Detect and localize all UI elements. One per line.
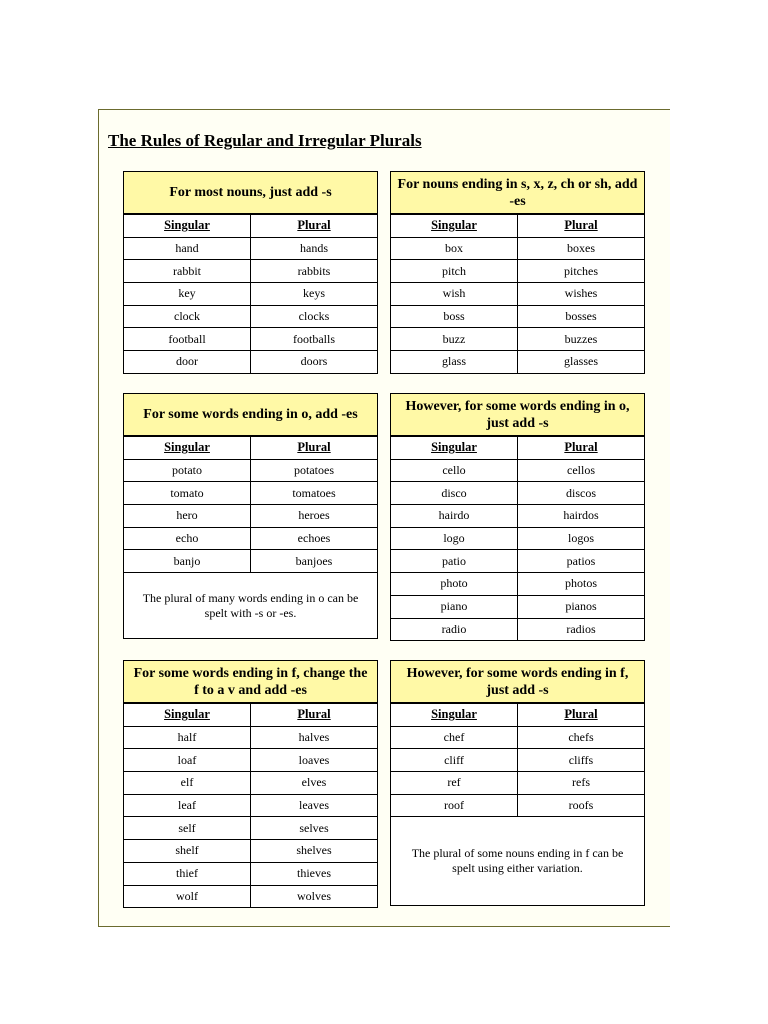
table-row	[391, 618, 645, 641]
singular-cell: thief	[124, 862, 251, 885]
rule-heading: For some words ending in o, add -es	[123, 393, 378, 436]
table-row	[124, 505, 378, 528]
plural-cell: discos	[518, 482, 645, 505]
table-row	[124, 459, 378, 482]
plural-cell: hands	[251, 237, 378, 260]
table-row	[391, 459, 645, 482]
plural-column-header: Plural	[518, 215, 645, 238]
plural-cell: doors	[251, 351, 378, 374]
rule-box-add-es	[390, 171, 645, 374]
table-row	[124, 862, 378, 885]
plural-cell: hairdos	[518, 505, 645, 528]
rule-box-f-add-s	[390, 660, 645, 906]
singular-column-header: Singular	[124, 437, 251, 460]
singular-column-header: Singular	[391, 704, 518, 727]
rule-box-o-add-s	[390, 393, 645, 641]
table-row	[391, 726, 645, 749]
singular-cell: shelf	[124, 840, 251, 863]
table-row	[391, 237, 645, 260]
table-header-row	[124, 215, 378, 238]
plural-cell: footballs	[251, 328, 378, 351]
table-row	[124, 237, 378, 260]
singular-column-header: Singular	[124, 704, 251, 727]
singular-cell: buzz	[391, 328, 518, 351]
table-header-row	[391, 215, 645, 238]
singular-cell: disco	[391, 482, 518, 505]
rule-heading: For some words ending in f, change the f to a v and add -es	[123, 660, 378, 703]
singular-cell: cello	[391, 459, 518, 482]
plural-cell: buzzes	[518, 328, 645, 351]
table-row	[124, 550, 378, 573]
singular-cell: elf	[124, 772, 251, 795]
plurals-table	[123, 214, 378, 374]
table-row	[391, 482, 645, 505]
singular-cell: wish	[391, 283, 518, 306]
singular-cell: key	[124, 283, 251, 306]
table-row	[391, 749, 645, 772]
table-row	[124, 351, 378, 374]
table-row	[124, 305, 378, 328]
singular-cell: clock	[124, 305, 251, 328]
table-row	[124, 283, 378, 306]
table-row	[391, 328, 645, 351]
rule-note: The plural of many words ending in o can be spelt with -s or -es.	[123, 573, 378, 639]
singular-cell: door	[124, 351, 251, 374]
plural-cell: logos	[518, 527, 645, 550]
plural-column-header: Plural	[251, 704, 378, 727]
plural-cell: refs	[518, 772, 645, 795]
plural-cell: leaves	[251, 794, 378, 817]
table-row	[124, 328, 378, 351]
singular-cell: football	[124, 328, 251, 351]
table-row	[391, 595, 645, 618]
plural-cell: shelves	[251, 840, 378, 863]
table-row	[124, 482, 378, 505]
singular-cell: hand	[124, 237, 251, 260]
plural-cell: thieves	[251, 862, 378, 885]
plural-cell: bosses	[518, 305, 645, 328]
singular-cell: box	[391, 237, 518, 260]
table-row	[391, 283, 645, 306]
rule-box-o-add-es	[123, 393, 378, 639]
table-row	[124, 885, 378, 908]
plural-cell: banjoes	[251, 550, 378, 573]
singular-cell: boss	[391, 305, 518, 328]
table-row	[124, 772, 378, 795]
plurals-table	[123, 703, 378, 908]
singular-cell: logo	[391, 527, 518, 550]
singular-column-header: Singular	[391, 437, 518, 460]
plural-cell: pianos	[518, 595, 645, 618]
singular-cell: roof	[391, 794, 518, 817]
singular-cell: rabbit	[124, 260, 251, 283]
plurals-table	[390, 703, 645, 817]
singular-cell: pitch	[391, 260, 518, 283]
plural-cell: loaves	[251, 749, 378, 772]
singular-cell: patio	[391, 550, 518, 573]
table-row	[124, 794, 378, 817]
singular-cell: chef	[391, 726, 518, 749]
table-row	[124, 260, 378, 283]
singular-cell: loaf	[124, 749, 251, 772]
table-row	[124, 817, 378, 840]
singular-cell: wolf	[124, 885, 251, 908]
plural-cell: boxes	[518, 237, 645, 260]
table-row	[391, 260, 645, 283]
plural-cell: elves	[251, 772, 378, 795]
singular-cell: potato	[124, 459, 251, 482]
singular-cell: tomato	[124, 482, 251, 505]
plural-cell: keys	[251, 283, 378, 306]
plural-column-header: Plural	[251, 215, 378, 238]
plural-cell: potatoes	[251, 459, 378, 482]
plural-cell: selves	[251, 817, 378, 840]
table-row	[124, 527, 378, 550]
plural-column-header: Plural	[518, 437, 645, 460]
table-row	[391, 794, 645, 817]
table-row	[391, 772, 645, 795]
singular-cell: photo	[391, 573, 518, 596]
table-row	[124, 726, 378, 749]
plural-cell: photos	[518, 573, 645, 596]
plural-cell: radios	[518, 618, 645, 641]
rule-heading: For nouns ending in s, x, z, ch or sh, add -es	[390, 171, 645, 214]
plural-cell: halves	[251, 726, 378, 749]
singular-cell: hero	[124, 505, 251, 528]
rule-note: The plural of some nouns ending in f can be spelt using either variation.	[390, 817, 645, 906]
plural-cell: pitches	[518, 260, 645, 283]
plural-cell: wishes	[518, 283, 645, 306]
rule-heading: However, for some words ending in f, just add -s	[390, 660, 645, 703]
table-row	[391, 505, 645, 528]
plurals-table	[390, 214, 645, 374]
table-row	[391, 351, 645, 374]
singular-cell: leaf	[124, 794, 251, 817]
plural-cell: cellos	[518, 459, 645, 482]
plural-cell: echoes	[251, 527, 378, 550]
table-header-row	[124, 437, 378, 460]
singular-cell: echo	[124, 527, 251, 550]
plural-cell: cliffs	[518, 749, 645, 772]
table-header-row	[124, 704, 378, 727]
rule-box-f-to-v	[123, 660, 378, 908]
table-row	[391, 527, 645, 550]
plural-cell: tomatoes	[251, 482, 378, 505]
table-row	[124, 840, 378, 863]
plural-cell: roofs	[518, 794, 645, 817]
rule-box-add-s	[123, 171, 378, 374]
plural-cell: clocks	[251, 305, 378, 328]
rule-heading: For most nouns, just add -s	[123, 171, 378, 214]
table-header-row	[391, 704, 645, 727]
singular-cell: cliff	[391, 749, 518, 772]
singular-cell: self	[124, 817, 251, 840]
singular-cell: piano	[391, 595, 518, 618]
singular-cell: radio	[391, 618, 518, 641]
plural-cell: heroes	[251, 505, 378, 528]
plurals-table	[123, 436, 378, 573]
plurals-table	[390, 436, 645, 641]
singular-column-header: Singular	[391, 215, 518, 238]
singular-cell: ref	[391, 772, 518, 795]
plural-cell: patios	[518, 550, 645, 573]
table-row	[391, 305, 645, 328]
singular-cell: hairdo	[391, 505, 518, 528]
singular-column-header: Singular	[124, 215, 251, 238]
page-title: The Rules of Regular and Irregular Plurals	[108, 131, 422, 150]
table-row	[391, 550, 645, 573]
singular-cell: half	[124, 726, 251, 749]
plural-cell: glasses	[518, 351, 645, 374]
singular-cell: banjo	[124, 550, 251, 573]
table-row	[391, 573, 645, 596]
plural-column-header: Plural	[518, 704, 645, 727]
table-header-row	[391, 437, 645, 460]
plural-column-header: Plural	[251, 437, 378, 460]
singular-cell: glass	[391, 351, 518, 374]
plural-cell: chefs	[518, 726, 645, 749]
rule-heading: However, for some words ending in o, just add -s	[390, 393, 645, 436]
table-row	[124, 749, 378, 772]
plural-cell: rabbits	[251, 260, 378, 283]
plural-cell: wolves	[251, 885, 378, 908]
